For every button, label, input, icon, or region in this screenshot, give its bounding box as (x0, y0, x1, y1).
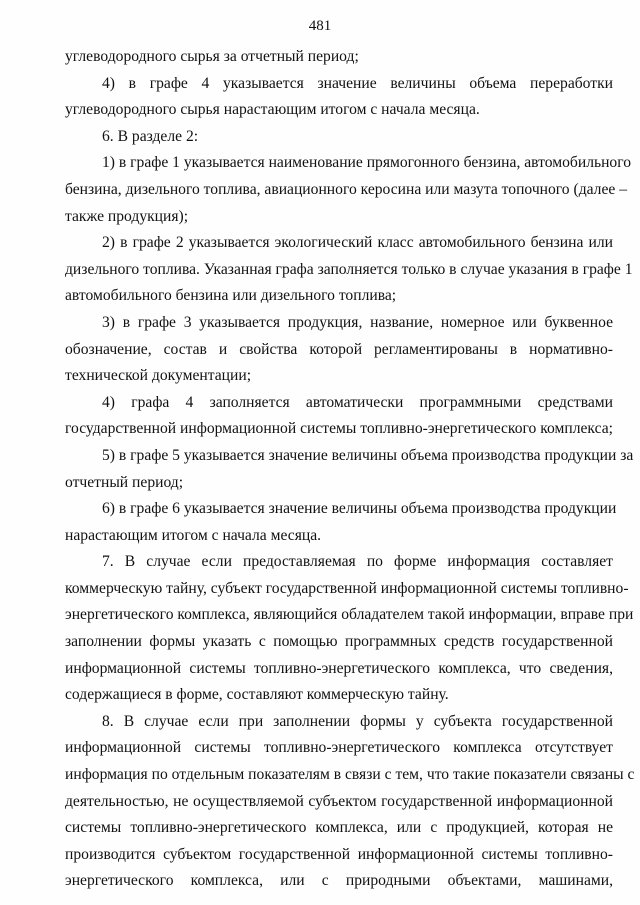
text-line: государственной информационной системы топливно-энергетического комплекса; (65, 420, 613, 438)
text-line: содержащиеся в форме, составляют коммерческую тайну. (65, 686, 449, 704)
text-line: 4) графа 4 заполняется автоматически программными средствами (102, 393, 613, 411)
text-line: 6) в графе 6 указывается значение величины объема производства продукции (102, 500, 617, 518)
text-line: энергетического комплекса, или с природными объектами, машинами, (65, 872, 613, 890)
text-line: обозначение, состав и свойства которой регламентированы в нормативно- (65, 340, 613, 358)
text-line: информационной системы топливно-энергетического комплекса отсутствует (65, 739, 613, 757)
text-line: дизельного топлива. Указанная графа заполняется только в случае указания в графе 1 (65, 260, 633, 278)
text-line: информационной системы топливно-энергетического комплекса, что сведения, (65, 659, 613, 677)
text-line: технической документации; (65, 367, 252, 385)
text-line: информация по отдельным показателям в связи с тем, что такие показатели связаны с (65, 766, 635, 784)
text-line: отчетный период; (65, 473, 184, 491)
text-line: также продукция); (65, 207, 189, 225)
text-line: углеводородного сырья нарастающим итогом с начала месяца. (65, 101, 480, 119)
text-line: производится субъектом государственной информационной системы топливно- (65, 845, 613, 863)
text-line: бензина, дизельного топлива, авиационного керосина или мазута топочного (далее – (65, 180, 628, 198)
text-line: 4) в графе 4 указывается значение величины объема переработки (102, 74, 613, 92)
text-line: углеводородного сырья за отчетный период; (65, 48, 359, 65)
text-line: 2) в графе 2 указывается экологический класс автомобильного бензина или (102, 234, 613, 252)
text-line: деятельностью, не осуществляемой субъектом государственной информационной (65, 792, 613, 810)
text-line: 5) в графе 5 указывается значение величины объема производства продукции за (102, 446, 634, 464)
text-line: нарастающим итогом с начала месяца. (65, 526, 322, 544)
text-line: заполнении формы указать с помощью программных средств государственной (65, 633, 613, 651)
text-line: 6. В разделе 2: (102, 127, 199, 145)
text-line: 8. В случае если при заполнении формы у субъекта государственной (102, 712, 613, 730)
text-line: системы топливно-энергетического комплекса, или с продукцией, которая не (65, 819, 613, 837)
page-number: 481 (308, 18, 332, 34)
text-line: энергетического комплекса, являющийся обладателем такой информации, вправе при (65, 606, 634, 624)
text-line: 1) в графе 1 указывается наименование прямогонного бензина, автомобильного (102, 154, 632, 172)
text-line: коммерческую тайну, субъект государственной информационной системы топливно- (65, 579, 629, 597)
text-line: 7. В случае если предоставляемая по форме информация составляет (102, 553, 613, 571)
text-line: автомобильного бензина или дизельного топлива; (65, 287, 397, 305)
document-body (65, 44, 635, 895)
text-line: 3) в графе 3 указывается продукция, название, номерное или буквенное (102, 313, 613, 331)
